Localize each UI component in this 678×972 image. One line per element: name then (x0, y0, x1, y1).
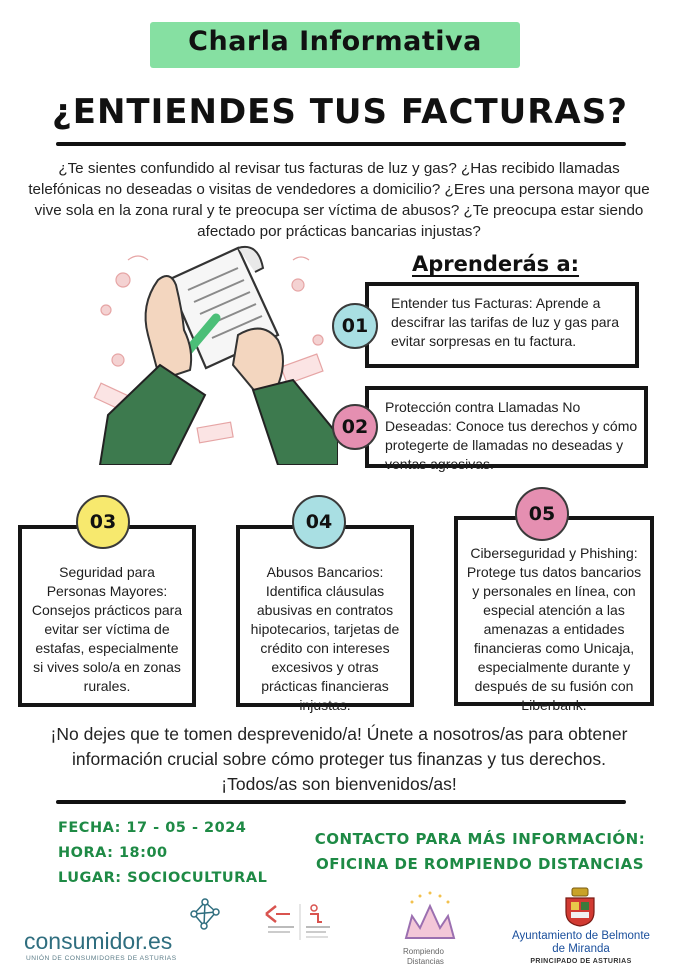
topic-badge-04: 04 (292, 495, 346, 549)
contact-heading: CONTACTO PARA MÁS INFORMACIÓN: (314, 830, 646, 848)
ayuntamiento-line-1: Ayuntamiento de Belmonte (512, 930, 650, 942)
bottom-divider (56, 800, 626, 804)
topic-card-04 (236, 525, 414, 713)
topic-badge-02: 02 (332, 404, 378, 450)
rompiendo-label-2: Distancias (407, 957, 444, 966)
consumidor-logo: consumidor.es (24, 928, 173, 954)
topic-badge-01: 01 (332, 303, 378, 349)
page-title: ¿ENTIENDES TUS FACTURAS? (52, 92, 628, 132)
topic-badge-03: 03 (76, 495, 130, 549)
topic-05-text: Ciberseguridad y Phishing: Protege tus datos bancarios y personales en línea, con especial atención a las amenazas a entidades financieras como Unicaja, especialmente durante y después de su fusión con Liberbank. (466, 545, 642, 713)
event-date: FECHA: 17 - 05 - 2024 (58, 820, 247, 836)
topic-card-03 (18, 525, 196, 707)
health-observatory-logos (262, 900, 342, 942)
topic-card-05 (454, 516, 654, 713)
receipt-hands-illustration (88, 240, 338, 465)
rompiendo-label-1: Rompiendo (403, 947, 444, 956)
rompiendo-distancias-logo-mark (398, 888, 462, 946)
topic-card-02 (365, 386, 648, 472)
topic-card-01 (365, 282, 639, 368)
consumidor-logo-subtitle: UNIÓN DE CONSUMIDORES DE ASTURIAS (26, 955, 177, 962)
learn-heading: Aprenderás a: (412, 252, 580, 276)
intro-paragraph: ¿Te sientes confundido al revisar tus facturas de luz y gas? ¿Has recibido llamadas telefónicas no deseadas o visitas de vendedores a domicilio? ¿Eres una persona mayor que vive sola en la zona rural y te preocupa ser víctima de abusos? ¿Te preocupa estar siendo afectado por prácticas bancarias injustas? (28, 160, 650, 240)
event-time: HORA: 18:00 (58, 845, 168, 861)
closing-paragraph: ¡No dejes que te tomen desprevenido/a! Únete a nosotros/as para obtener información crucial sobre cómo proteger tus finanzas y tus derechos. ¡Todos/as son bienvenidos/as! (50, 724, 628, 794)
ayuntamiento-line-2: de Miranda (552, 943, 610, 955)
banner-label: Charla Informativa (188, 26, 482, 57)
coat-of-arms-icon (562, 886, 598, 928)
contact-office: OFICINA DE ROMPIENDO DISTANCIAS (315, 855, 645, 873)
consumidor-network-icon (188, 898, 222, 932)
topic-01-text: Entender tus Facturas: Aprende a descifrar las tarifas de luz y gas para evitar sorpresas en tu factura. (391, 295, 619, 349)
ayuntamiento-subtitle: PRINCIPADO DE ASTURIAS (530, 958, 632, 965)
title-divider (56, 142, 626, 146)
topic-badge-05: 05 (515, 487, 569, 541)
topic-02-text: Protección contra Llamadas No Deseadas: Conoce tus derechos y cómo protegerte de llamadas no deseadas y ventas agresivas. (385, 399, 638, 472)
topic-03-text: Seguridad para Personas Mayores: Consejos prácticos para evitar ser víctima de estafas, especialmente si vives solo/a en zonas rurales. (31, 564, 183, 694)
topic-04-text: Abusos Bancarios: Identifica cláusulas abusivas en contratos hipotecarios, tarjetas de crédito con intereses excesivos y otras prácticas financieras injustas. (250, 564, 400, 713)
event-place: LUGAR: SOCIOCULTURAL (58, 870, 268, 886)
ayuntamiento-name (496, 930, 666, 956)
